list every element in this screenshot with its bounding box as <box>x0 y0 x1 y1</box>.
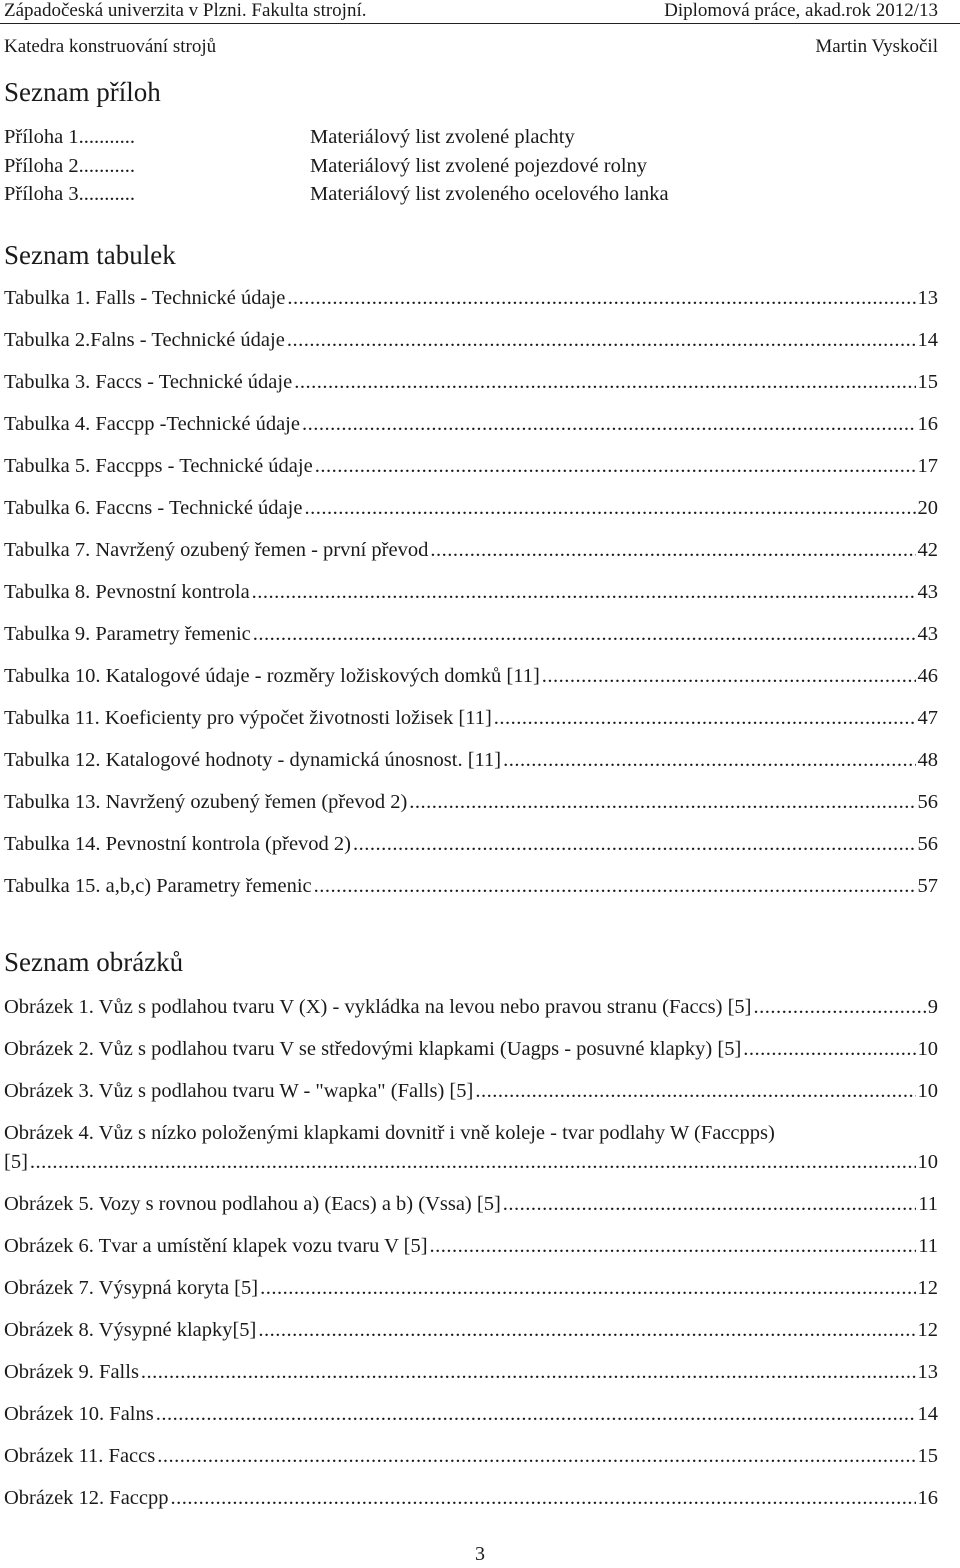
toc-text: Obrázek 11. Faccs <box>4 1445 156 1467</box>
toc-text: Tabulka 10. Katalogové údaje - rozměry ložiskových domků [11] <box>4 665 540 687</box>
toc-leader <box>430 1235 917 1258</box>
toc-page: 48 <box>917 749 938 771</box>
toc-text: Obrázek 9. Falls <box>4 1361 139 1383</box>
table-toc-entry[interactable] <box>4 539 938 562</box>
toc-leader <box>494 707 916 730</box>
figure-toc-entry[interactable] <box>4 1487 938 1510</box>
figure-toc-entry-line1[interactable] <box>4 1122 938 1145</box>
appendix-entry <box>4 183 938 206</box>
figure-toc-entry[interactable] <box>4 1151 938 1174</box>
toc-page: 11 <box>918 1235 938 1257</box>
toc-leader <box>353 833 916 856</box>
toc-page: 10 <box>917 1080 938 1102</box>
toc-page: 46 <box>917 665 938 687</box>
table-toc-entry[interactable] <box>4 791 938 814</box>
toc-page: 13 <box>917 1361 938 1383</box>
toc-text: Obrázek 5. Vozy s rovnou podlahou a) (Eacs) a b) (Vssa) [5] <box>4 1193 501 1215</box>
table-toc-entry[interactable] <box>4 287 938 310</box>
appendix-label: Příloha 3........... <box>4 183 135 205</box>
toc-page: 13 <box>917 287 938 309</box>
toc-leader <box>252 581 916 604</box>
toc-leader <box>30 1151 916 1174</box>
toc-page: 15 <box>917 1445 938 1467</box>
toc-page: 56 <box>917 833 938 855</box>
toc-text: Tabulka 12. Katalogové hodnoty - dynamická únosnost. [11] <box>4 749 502 771</box>
appendix-entry <box>4 155 938 178</box>
figure-toc-entry[interactable] <box>4 1038 938 1061</box>
toc-text: [5] <box>4 1151 28 1173</box>
toc-page: 56 <box>917 791 938 813</box>
figure-toc-entry[interactable] <box>4 1277 938 1300</box>
header-department: Katedra konstruování strojů <box>4 36 217 57</box>
appendix-label: Příloha 1........... <box>4 126 135 148</box>
toc-page: 42 <box>917 539 938 561</box>
header-author: Martin Vyskočil <box>815 36 938 57</box>
toc-page: 57 <box>917 875 938 897</box>
table-toc-entry[interactable] <box>4 581 938 604</box>
toc-leader <box>430 539 915 562</box>
figure-toc-entry[interactable] <box>4 1361 938 1384</box>
toc-page: 14 <box>917 1403 938 1425</box>
toc-leader <box>141 1361 916 1384</box>
toc-page: 14 <box>917 329 938 351</box>
table-toc-entry[interactable] <box>4 875 938 898</box>
toc-text: Tabulka 4. Faccpp -Technické údaje <box>4 413 300 435</box>
toc-leader <box>304 497 915 520</box>
toc-leader <box>315 455 916 478</box>
toc-text: Tabulka 14. Pevnostní kontrola (převod 2) <box>4 833 351 855</box>
toc-leader <box>258 1319 915 1342</box>
toc-text: Obrázek 8. Výsypné klapky[5] <box>4 1319 257 1341</box>
figure-toc-entry[interactable] <box>4 1445 938 1468</box>
header-university: Západočeská univerzita v Plzni. Fakulta strojní. <box>4 0 367 21</box>
toc-leader <box>171 1487 916 1510</box>
toc-text: Obrázek 3. Vůz s podlahou tvaru W - "wapka" (Falls) [5] <box>4 1080 474 1102</box>
toc-page: 17 <box>917 455 938 477</box>
toc-leader <box>503 749 915 772</box>
toc-page: 20 <box>917 497 938 519</box>
toc-page: 9 <box>927 996 938 1018</box>
toc-page: 10 <box>917 1038 938 1060</box>
toc-text: Obrázek 10. Falns <box>4 1403 154 1425</box>
toc-leader <box>287 329 916 352</box>
figure-toc-entry[interactable] <box>4 1080 938 1103</box>
toc-text: Tabulka 2.Falns - Technické údaje <box>4 329 285 351</box>
toc-text: Obrázek 1. Vůz s podlahou tvaru V (X) - vykládka na levou nebo pravou stranu (Faccs) [5] <box>4 996 752 1018</box>
header-thesis: Diplomová práce, akad.rok 2012/13 <box>664 0 938 21</box>
figure-toc-entry[interactable] <box>4 996 938 1019</box>
table-toc-entry[interactable] <box>4 371 938 394</box>
toc-text: Obrázek 6. Tvar a umístění klapek vozu tvaru V [5] <box>4 1235 428 1257</box>
table-toc-entry[interactable] <box>4 665 938 688</box>
toc-page: 16 <box>917 413 938 435</box>
figure-toc-entry[interactable] <box>4 1235 938 1258</box>
toc-leader <box>475 1080 915 1103</box>
toc-text: Tabulka 3. Faccs - Technické údaje <box>4 371 293 393</box>
toc-page: 43 <box>917 581 938 603</box>
toc-text: Tabulka 9. Parametry řemenic <box>4 623 251 645</box>
toc-leader <box>157 1445 915 1468</box>
toc-leader <box>542 665 916 688</box>
toc-text: Obrázek 12. Faccpp <box>4 1487 169 1509</box>
appendices-heading: Seznam příloh <box>4 77 161 107</box>
toc-page: 12 <box>917 1319 938 1341</box>
toc-leader <box>503 1193 916 1216</box>
toc-text: Tabulka 13. Navržený ozubený řemen (převod 2) <box>4 791 408 813</box>
table-toc-entry[interactable] <box>4 455 938 478</box>
toc-leader <box>294 371 915 394</box>
figure-toc-entry[interactable] <box>4 1319 938 1342</box>
toc-leader <box>260 1277 915 1300</box>
toc-page: 16 <box>917 1487 938 1509</box>
toc-page: 11 <box>918 1193 938 1215</box>
toc-text: Tabulka 5. Faccpps - Technické údaje <box>4 455 313 477</box>
appendix-text: Materiálový list zvolené pojezdové rolny <box>310 155 648 177</box>
toc-text: Obrázek 2. Vůz s podlahou tvaru V se středovými klapkami (Uagps - posuvné klapky) [5] <box>4 1038 742 1060</box>
toc-text: Tabulka 8. Pevnostní kontrola <box>4 581 250 603</box>
toc-page: 10 <box>917 1151 938 1173</box>
table-toc-entry[interactable] <box>4 623 938 646</box>
toc-page: 47 <box>917 707 938 729</box>
toc-leader <box>753 996 925 1019</box>
appendix-text: Materiálový list zvoleného ocelového lanka <box>310 183 669 205</box>
table-toc-entry[interactable] <box>4 749 938 772</box>
toc-leader <box>314 875 916 898</box>
appendix-entry <box>4 126 938 149</box>
toc-page: 12 <box>917 1277 938 1299</box>
toc-text: Obrázek 4. Vůz s nízko položenými klapkami dovnitř i vně koleje - tvar podlahy W (Faccpps) <box>4 1122 775 1144</box>
running-header-top <box>4 0 938 22</box>
figures-heading: Seznam obrázků <box>4 947 184 977</box>
table-toc-entry[interactable] <box>4 329 938 352</box>
running-header-bottom <box>4 36 938 58</box>
toc-text: Obrázek 7. Výsypná koryta [5] <box>4 1277 259 1299</box>
toc-text: Tabulka 15. a,b,c) Parametry řemenic <box>4 875 312 897</box>
toc-page: 43 <box>917 623 938 645</box>
toc-leader <box>287 287 915 310</box>
figure-toc-entry[interactable] <box>4 1403 938 1426</box>
appendix-text: Materiálový list zvolené plachty <box>310 126 575 148</box>
table-toc-entry[interactable] <box>4 413 938 436</box>
toc-leader <box>302 413 916 436</box>
table-toc-entry[interactable] <box>4 497 938 520</box>
toc-leader <box>409 791 915 814</box>
toc-leader <box>743 1038 915 1061</box>
toc-text: Tabulka 7. Navržený ozubený řemen - první převod <box>4 539 429 561</box>
toc-text: Tabulka 6. Faccns - Technické údaje <box>4 497 303 519</box>
toc-text: Tabulka 1. Falls - Technické údaje <box>4 287 286 309</box>
toc-leader <box>156 1403 916 1426</box>
toc-text: Tabulka 11. Koeficienty pro výpočet životnosti ložisek [11] <box>4 707 492 729</box>
page-number: 3 <box>475 1543 485 1565</box>
table-toc-entry[interactable] <box>4 833 938 856</box>
toc-page: 15 <box>917 371 938 393</box>
figure-toc-entry[interactable] <box>4 1193 938 1216</box>
toc-leader <box>253 623 916 646</box>
tables-heading: Seznam tabulek <box>4 240 176 270</box>
appendix-label: Příloha 2........... <box>4 155 135 177</box>
table-toc-entry[interactable] <box>4 707 938 730</box>
header-divider <box>0 23 960 24</box>
